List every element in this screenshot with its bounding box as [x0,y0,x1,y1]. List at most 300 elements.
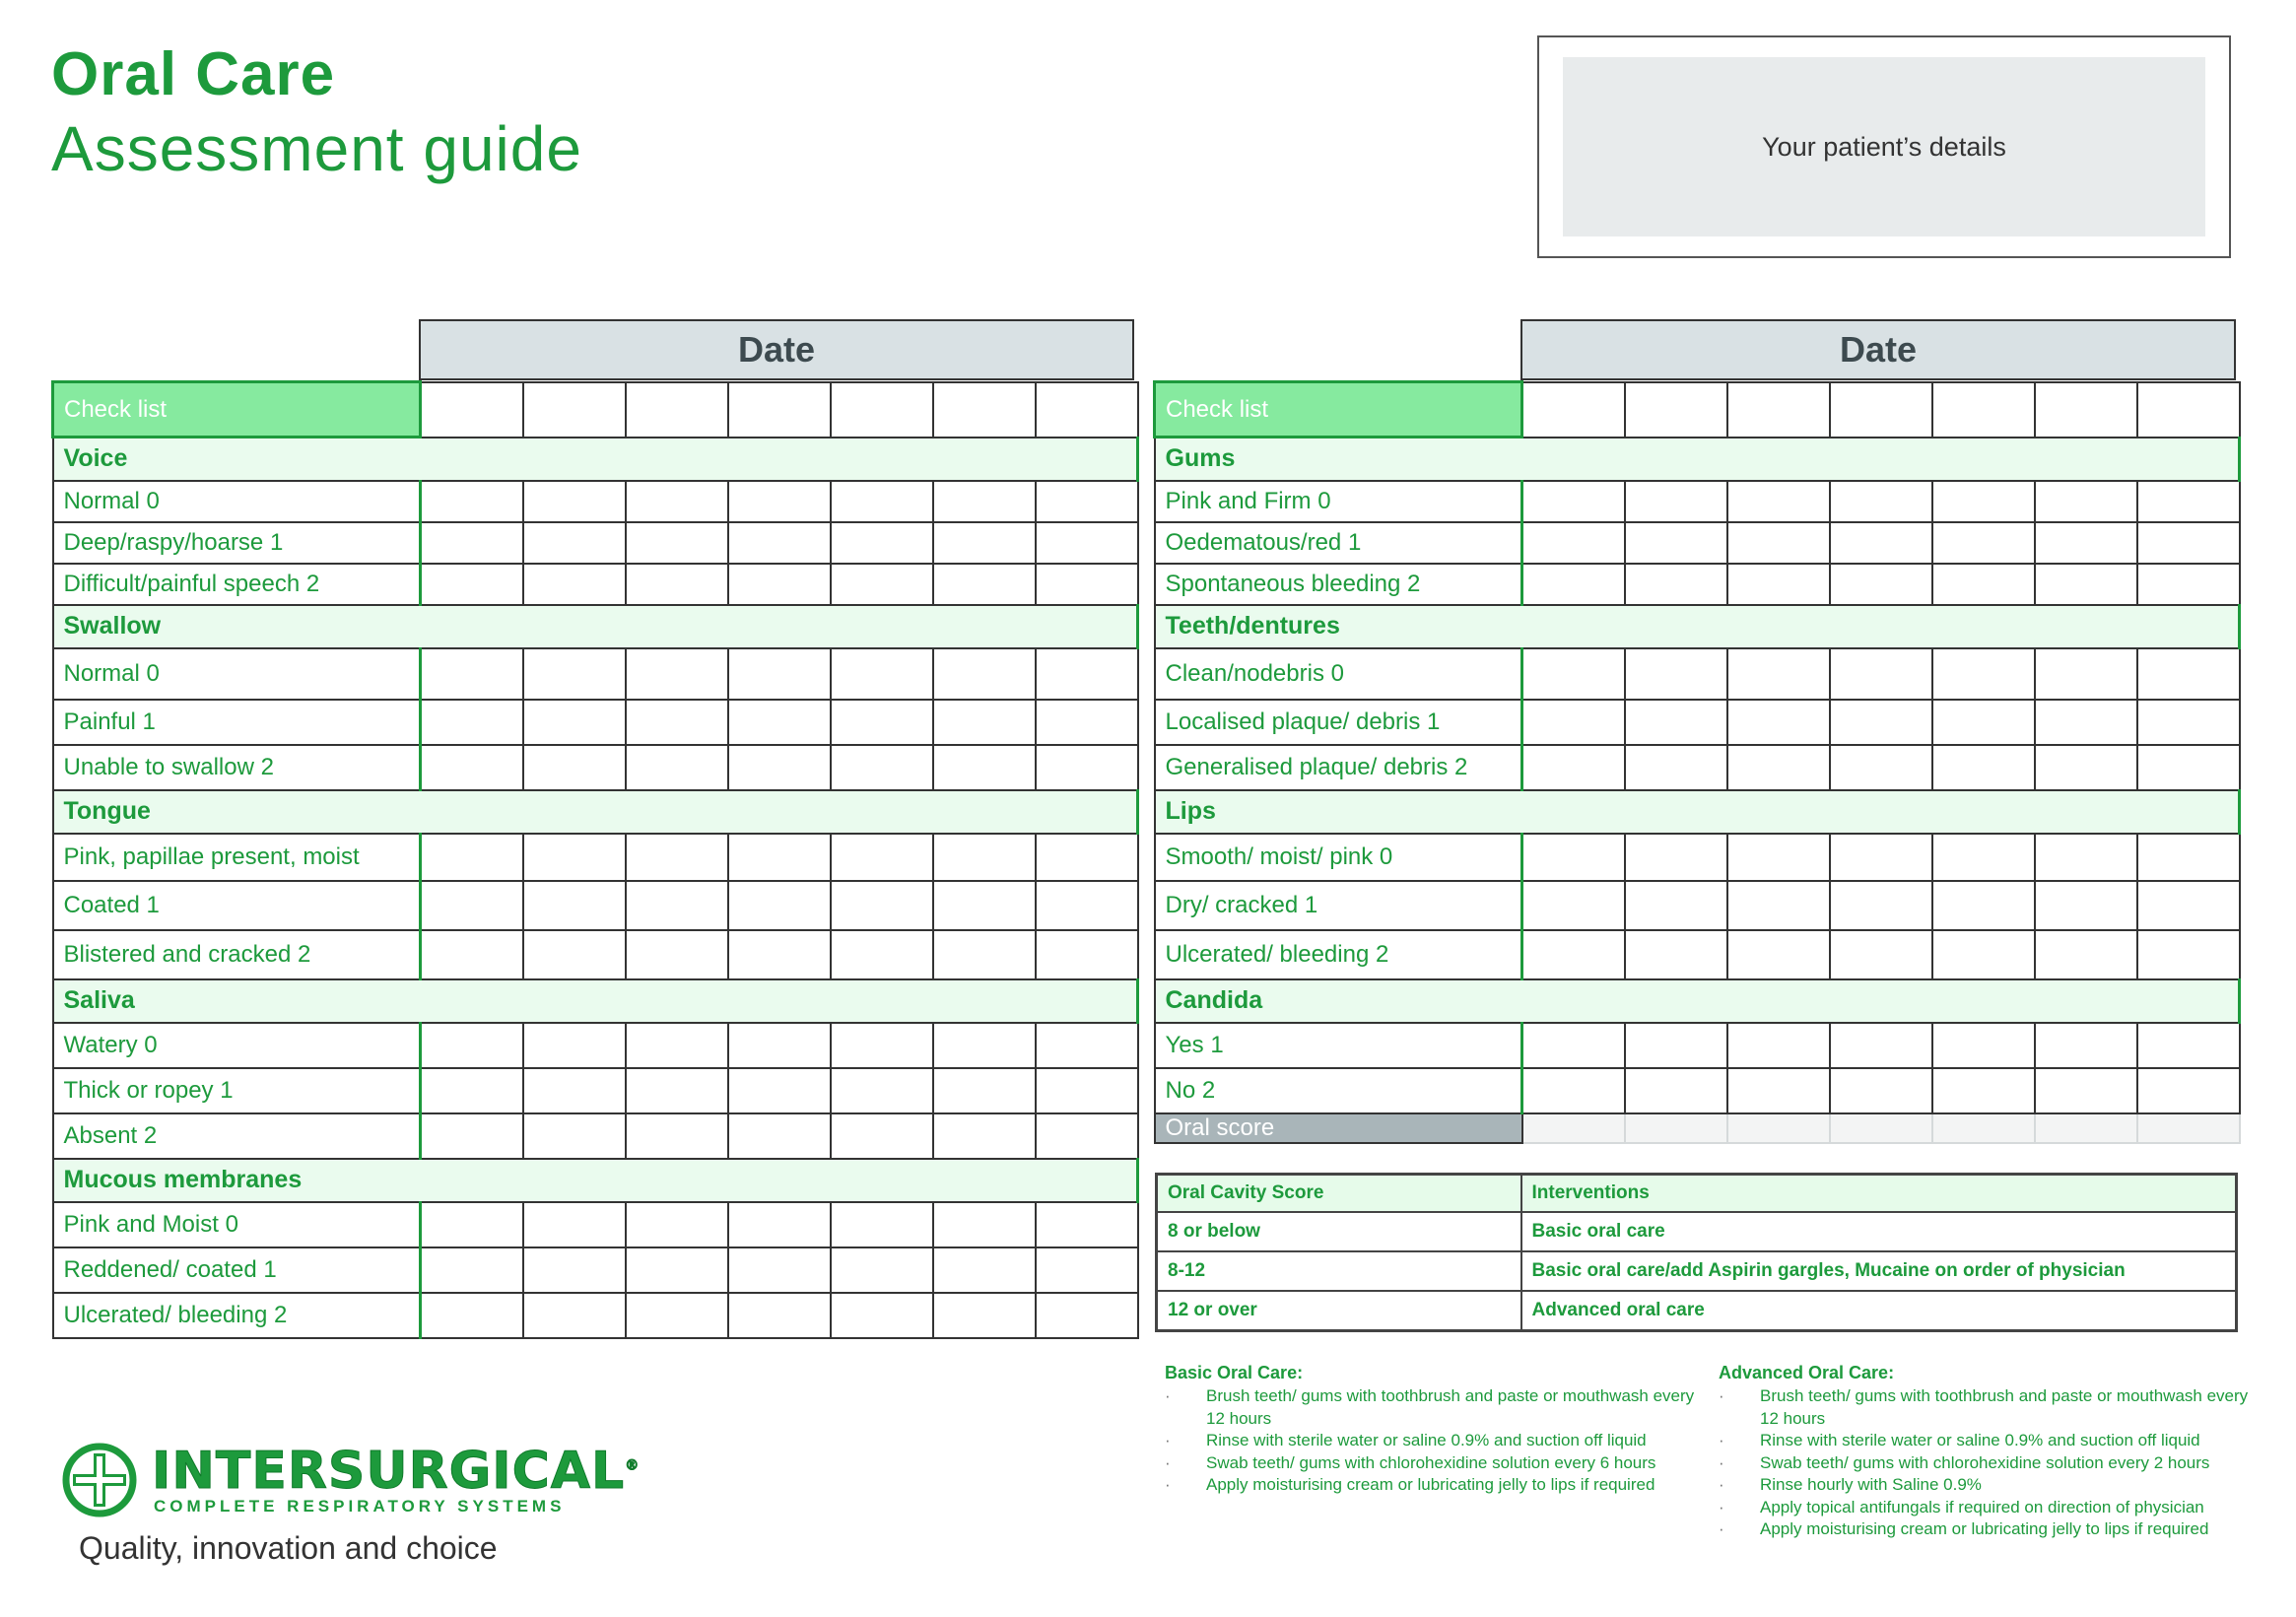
date-entry-cell[interactable] [626,648,728,700]
score-table-header [1157,1175,2237,1213]
basic-oral-care-notes [1165,1363,1709,1497]
date-entry-cell[interactable] [831,648,933,700]
intervention: Advanced oral care [1521,1291,2237,1331]
date-entry-cell[interactable] [728,382,831,438]
score-header-cell: Oral Cavity Score [1157,1175,1521,1213]
date-entry-cell[interactable] [523,522,626,564]
date-entry-cell[interactable] [933,1023,1036,1068]
checklist-item [1155,1023,2240,1068]
date-entry-cell[interactable] [1830,745,1932,790]
intersurgical-logo [61,1442,641,1518]
date-entry-cell[interactable] [421,1113,523,1159]
date-entry-cell[interactable] [1727,881,1830,930]
checklist-item-label: Pink, papillae present, moist [53,834,421,881]
section-heading-label: Lips [1155,790,2240,834]
date-entry-cell[interactable] [1522,564,1625,605]
date-entry-cell[interactable] [933,382,1036,438]
brand-name: INTERSURGICAL® [152,1442,641,1501]
checklist-item [53,648,1138,700]
advanced-oral-care-notes [1719,1363,2270,1541]
date-entry-cell[interactable] [831,700,933,745]
date-entry-cell[interactable] [1727,834,1830,881]
date-entry-cell[interactable] [1830,648,1932,700]
oral-cavity-score-table [1155,1173,2238,1332]
date-entry-cell[interactable] [626,1068,728,1113]
date-entry-cell[interactable] [523,1293,626,1338]
checklist-item-label: Smooth/ moist/ pink 0 [1155,834,1522,881]
date-entry-cell[interactable] [1830,834,1932,881]
checklist-item-label: Pink and Firm 0 [1155,481,1522,522]
date-entry-cell[interactable] [728,1113,831,1159]
checklist-item-label: Painful 1 [53,700,421,745]
basic-care-title: Basic Oral Care: [1165,1363,1304,1382]
section-heading-label: Gums [1155,438,2240,481]
date-entry-cell[interactable] [2035,1113,2137,1143]
checklist-item-label: Localised plaque/ debris 1 [1155,700,1522,745]
date-entry-cell[interactable] [2035,700,2137,745]
advanced-care-title: Advanced Oral Care: [1719,1363,1895,1382]
date-entry-cell[interactable] [1830,564,1932,605]
date-entry-cell[interactable] [1036,834,1138,881]
checklist-item-label: Spontaneous bleeding 2 [1155,564,1522,605]
section-heading [1155,979,2240,1023]
date-entry-cell[interactable] [421,700,523,745]
date-entry-cell[interactable] [1932,1068,2035,1113]
checklist-item [53,930,1138,979]
date-entry-cell[interactable] [1830,930,1932,979]
date-entry-cell[interactable] [831,481,933,522]
date-entry-cell[interactable] [523,1023,626,1068]
checklist-item [53,522,1138,564]
date-entry-cell[interactable] [626,700,728,745]
date-entry-cell[interactable] [421,648,523,700]
checklist-item-label: Pink and Moist 0 [53,1202,421,1247]
date-entry-cell[interactable] [728,648,831,700]
date-entry-cell[interactable] [626,1293,728,1338]
date-entry-cell[interactable] [831,930,933,979]
date-entry-cell[interactable] [933,1068,1036,1113]
checklist-item [1155,522,2240,564]
date-entry-cell[interactable] [831,522,933,564]
date-entry-cell[interactable] [626,881,728,930]
section-heading-label: Swallow [53,605,1138,648]
date-entry-cell[interactable] [1932,1113,2035,1143]
section-heading [53,1159,1138,1202]
date-entry-cell[interactable] [523,930,626,979]
date-entry-cell[interactable] [421,745,523,790]
date-entry-cell[interactable] [1932,481,2035,522]
section-heading-label: Saliva [53,979,1138,1023]
checklist-header [1155,382,2240,438]
date-entry-cell[interactable] [421,1068,523,1113]
date-entry-cell[interactable] [523,1247,626,1293]
date-entry-cell[interactable] [1932,930,2035,979]
date-entry-cell[interactable] [1932,834,2035,881]
date-entry-cell[interactable] [1830,1023,1932,1068]
date-entry-cell[interactable] [1036,700,1138,745]
date-entry-cell[interactable] [1727,1023,1830,1068]
date-entry-cell[interactable] [1036,1293,1138,1338]
score-range: 8 or below [1157,1212,1521,1251]
checklist-item-label: Normal 0 [53,648,421,700]
date-entry-cell[interactable] [933,881,1036,930]
checklist-item [53,834,1138,881]
date-entry-cell[interactable] [1522,481,1625,522]
date-entry-cell[interactable] [1932,881,2035,930]
date-entry-cell[interactable] [728,1202,831,1247]
date-entry-cell[interactable] [1727,930,1830,979]
date-entry-cell[interactable] [1036,881,1138,930]
patient-details-field[interactable]: Your patient’s details [1563,57,2205,236]
date-entry-cell[interactable] [728,745,831,790]
date-entry-cell[interactable] [1830,881,1932,930]
date-entry-cell[interactable] [1522,1068,1625,1113]
date-entry-cell[interactable] [1932,522,2035,564]
basic-care-item: · Rinse with sterile water or saline 0.9% and suction off liquid [1165,1430,1709,1452]
interventions-header-cell: Interventions [1521,1175,2237,1213]
section-heading [53,979,1138,1023]
date-entry-cell[interactable] [1932,700,2035,745]
date-entry-cell[interactable] [831,881,933,930]
checklist-item [1155,700,2240,745]
date-entry-cell[interactable] [1625,834,1727,881]
date-entry-cell[interactable] [1522,1113,1625,1143]
title-oral-care: Oral Care [51,40,336,108]
date-entry-cell[interactable] [2035,481,2137,522]
date-entry-cell[interactable] [1932,382,2035,438]
date-entry-cell[interactable] [728,1068,831,1113]
date-entry-cell[interactable] [1036,1113,1138,1159]
date-entry-cell[interactable] [421,382,523,438]
date-entry-cell[interactable] [933,481,1036,522]
date-entry-cell[interactable] [1932,1023,2035,1068]
date-entry-cell[interactable] [1036,1247,1138,1293]
date-entry-cell[interactable] [626,1247,728,1293]
date-entry-cell[interactable] [728,522,831,564]
date-entry-cell[interactable] [1036,1202,1138,1247]
date-entry-cell[interactable] [626,564,728,605]
checklist-item [53,700,1138,745]
date-entry-cell[interactable] [2035,522,2137,564]
date-entry-cell[interactable] [1522,648,1625,700]
date-entry-cell[interactable] [2137,1023,2240,1068]
section-heading [1155,438,2240,481]
date-entry-cell[interactable] [1830,1068,1932,1113]
date-entry-cell[interactable] [1522,881,1625,930]
checklist-item [53,481,1138,522]
date-entry-cell[interactable] [1625,1113,1727,1143]
advanced-care-item: · Apply moisturising cream or lubricating jelly to lips if required [1719,1518,2270,1541]
basic-care-item: · Brush teeth/ gums with toothbrush and paste or mouthwash every 12 hours [1165,1385,1709,1430]
date-entry-cell[interactable] [1036,481,1138,522]
checklist-item [53,881,1138,930]
date-entry-cell[interactable] [523,1113,626,1159]
date-entry-cell[interactable] [1932,564,2035,605]
date-entry-cell[interactable] [1036,745,1138,790]
date-entry-cell[interactable] [2035,1068,2137,1113]
date-entry-cell[interactable] [626,1202,728,1247]
date-entry-cell[interactable] [421,1202,523,1247]
checklist-item-label: Thick or ropey 1 [53,1068,421,1113]
date-entry-cell[interactable] [933,564,1036,605]
checklist-header-label: Check list [1155,382,1522,438]
date-entry-cell[interactable] [523,1068,626,1113]
checklist-item-label: Oedematous/red 1 [1155,522,1522,564]
date-entry-cell[interactable] [831,745,933,790]
date-entry-cell[interactable] [626,382,728,438]
section-heading [1155,790,2240,834]
date-entry-cell[interactable] [933,1113,1036,1159]
date-entry-cell[interactable] [523,700,626,745]
date-entry-cell[interactable] [831,1023,933,1068]
date-entry-cell[interactable] [728,564,831,605]
advanced-care-item: · Apply topical antifungals if required on direction of physician [1719,1497,2270,1519]
section-heading-label: Candida [1155,979,2240,1023]
date-entry-cell[interactable] [831,1068,933,1113]
date-entry-cell[interactable] [831,1293,933,1338]
brand-tagline: Quality, innovation and choice [79,1530,498,1566]
advanced-care-item: · Rinse with sterile water or saline 0.9% and suction off liquid [1719,1430,2270,1452]
date-entry-cell[interactable] [728,481,831,522]
date-header: Date [1520,319,2236,380]
checklist-item-label: Blistered and cracked 2 [53,930,421,979]
date-entry-cell[interactable] [2137,1068,2240,1113]
date-entry-cell[interactable] [1727,1113,1830,1143]
date-entry-cell[interactable] [523,1202,626,1247]
brand-subtitle: COMPLETE RESPIRATORY SYSTEMS [154,1497,566,1516]
date-entry-cell[interactable] [1522,834,1625,881]
date-entry-cell[interactable] [1625,1068,1727,1113]
date-entry-cell[interactable] [421,1247,523,1293]
date-entry-cell[interactable] [2137,930,2240,979]
date-entry-cell[interactable] [2035,1023,2137,1068]
date-entry-cell[interactable] [933,745,1036,790]
date-entry-cell[interactable] [2035,564,2137,605]
checklist-item-label: Ulcerated/ bleeding 2 [53,1293,421,1338]
date-entry-cell[interactable] [933,1202,1036,1247]
date-entry-cell[interactable] [421,834,523,881]
date-entry-cell[interactable] [523,648,626,700]
date-entry-cell[interactable] [1830,522,1932,564]
date-entry-cell[interactable] [523,834,626,881]
date-entry-cell[interactable] [2137,1113,2240,1143]
date-entry-cell[interactable] [1932,648,2035,700]
checklist-item [1155,1068,2240,1113]
date-entry-cell[interactable] [1727,648,1830,700]
date-entry-cell[interactable] [2137,382,2240,438]
date-entry-cell[interactable] [933,930,1036,979]
checklist-item [53,1247,1138,1293]
section-heading-label: Tongue [53,790,1138,834]
date-entry-cell[interactable] [2137,881,2240,930]
date-entry-cell[interactable] [421,1293,523,1338]
date-entry-cell[interactable] [1830,700,1932,745]
date-entry-cell[interactable] [626,522,728,564]
date-entry-cell[interactable] [626,834,728,881]
date-entry-cell[interactable] [933,1247,1036,1293]
date-entry-cell[interactable] [933,834,1036,881]
date-entry-cell[interactable] [728,881,831,930]
checklist-item-label: Unable to swallow 2 [53,745,421,790]
date-entry-cell[interactable] [1522,745,1625,790]
date-entry-cell[interactable] [1625,522,1727,564]
score-range: 12 or over [1157,1291,1521,1331]
date-entry-cell[interactable] [1625,564,1727,605]
date-entry-cell[interactable] [2137,564,2240,605]
date-entry-cell[interactable] [2137,834,2240,881]
date-entry-cell[interactable] [1522,382,1625,438]
date-entry-cell[interactable] [2035,648,2137,700]
date-entry-cell[interactable] [1830,481,1932,522]
advanced-care-item: · Rinse hourly with Saline 0.9% [1719,1474,2270,1497]
date-entry-cell[interactable] [1625,648,1727,700]
date-entry-cell[interactable] [421,1023,523,1068]
date-entry-cell[interactable] [831,1247,933,1293]
date-entry-cell[interactable] [2137,700,2240,745]
date-entry-cell[interactable] [831,1113,933,1159]
date-entry-cell[interactable] [1036,1023,1138,1068]
section-heading-label: Mucous membranes [53,1159,1138,1202]
date-entry-cell[interactable] [2035,745,2137,790]
date-entry-cell[interactable] [421,522,523,564]
checklist-header-label: Check list [53,382,421,438]
right-checklist-table [1153,380,2241,1144]
date-entry-cell[interactable] [2137,648,2240,700]
date-entry-cell[interactable] [1727,382,1830,438]
date-entry-cell[interactable] [421,481,523,522]
patient-details-box [1537,35,2231,258]
date-entry-cell[interactable] [1625,745,1727,790]
date-entry-cell[interactable] [1625,930,1727,979]
date-entry-cell[interactable] [2137,481,2240,522]
date-entry-cell[interactable] [1036,930,1138,979]
date-entry-cell[interactable] [626,930,728,979]
checklist-item [1155,648,2240,700]
checklist-header [53,382,1138,438]
checklist-item-label: Deep/raspy/hoarse 1 [53,522,421,564]
checklist-item [53,564,1138,605]
checklist-item [53,745,1138,790]
date-entry-cell[interactable] [1625,382,1727,438]
checklist-item [1155,564,2240,605]
checklist-item-label: Dry/ cracked 1 [1155,881,1522,930]
date-entry-cell[interactable] [1036,648,1138,700]
date-entry-cell[interactable] [2035,881,2137,930]
date-entry-cell[interactable] [831,382,933,438]
date-entry-cell[interactable] [1830,382,1932,438]
date-entry-cell[interactable] [933,648,1036,700]
left-checklist-table [51,380,1139,1339]
date-entry-cell[interactable] [1830,1113,1932,1143]
date-entry-cell[interactable] [1625,700,1727,745]
checklist-item-label: Coated 1 [53,881,421,930]
date-entry-cell[interactable] [1727,564,1830,605]
checklist-item [1155,834,2240,881]
date-entry-cell[interactable] [1727,522,1830,564]
date-entry-cell[interactable] [2137,745,2240,790]
date-entry-cell[interactable] [831,564,933,605]
date-entry-cell[interactable] [933,700,1036,745]
date-entry-cell[interactable] [933,1293,1036,1338]
date-entry-cell[interactable] [523,881,626,930]
checklist-item [1155,881,2240,930]
date-entry-cell[interactable] [523,382,626,438]
date-entry-cell[interactable] [1625,481,1727,522]
date-entry-cell[interactable] [2035,382,2137,438]
checklist-item-label: Yes 1 [1155,1023,1522,1068]
date-entry-cell[interactable] [1036,1068,1138,1113]
date-entry-cell[interactable] [626,745,728,790]
date-entry-cell[interactable] [1727,481,1830,522]
date-entry-cell[interactable] [1932,745,2035,790]
date-header: Date [419,319,1134,380]
date-entry-cell[interactable] [728,1247,831,1293]
date-entry-cell[interactable] [728,1023,831,1068]
date-entry-cell[interactable] [2035,930,2137,979]
date-entry-cell[interactable] [1727,745,1830,790]
date-entry-cell[interactable] [421,881,523,930]
section-heading [53,790,1138,834]
date-entry-cell[interactable] [1036,522,1138,564]
date-entry-cell[interactable] [626,481,728,522]
score-row [1157,1212,2237,1251]
date-entry-cell[interactable] [1625,1023,1727,1068]
date-entry-cell[interactable] [1625,881,1727,930]
checklist-item [53,1068,1138,1113]
date-entry-cell[interactable] [831,1202,933,1247]
checklist-item [1155,930,2240,979]
basic-care-item: · Apply moisturising cream or lubricating jelly to lips if required [1165,1474,1709,1497]
section-heading [53,438,1138,481]
section-heading-label: Voice [53,438,1138,481]
date-entry-cell[interactable] [728,930,831,979]
date-entry-cell[interactable] [1522,1023,1625,1068]
checklist-item-label: Clean/nodebris 0 [1155,648,1522,700]
date-entry-cell[interactable] [1036,382,1138,438]
date-entry-cell[interactable] [2137,522,2240,564]
checklist-item-label: No 2 [1155,1068,1522,1113]
date-entry-cell[interactable] [933,522,1036,564]
oral-score-row-label: Oral score [1155,1113,1522,1143]
date-entry-cell[interactable] [421,564,523,605]
checklist-item-label: Reddened/ coated 1 [53,1247,421,1293]
date-entry-cell[interactable] [728,1293,831,1338]
date-entry-cell[interactable] [2035,834,2137,881]
section-heading [53,605,1138,648]
date-entry-cell[interactable] [1727,700,1830,745]
oral-score-row [1155,1113,2240,1143]
checklist-item [1155,481,2240,522]
date-entry-cell[interactable] [626,1023,728,1068]
date-entry-cell[interactable] [1522,522,1625,564]
title-assessment-guide: Assessment guide [51,113,582,184]
date-entry-cell[interactable] [1522,700,1625,745]
date-entry-cell[interactable] [626,1113,728,1159]
checklist-item-label: Difficult/painful speech 2 [53,564,421,605]
date-entry-cell[interactable] [728,700,831,745]
date-entry-cell[interactable] [831,834,933,881]
checklist-item [53,1202,1138,1247]
date-entry-cell[interactable] [1522,930,1625,979]
date-entry-cell[interactable] [1036,564,1138,605]
date-entry-cell[interactable] [1727,1068,1830,1113]
date-entry-cell[interactable] [523,481,626,522]
intervention: Basic oral care/add Aspirin gargles, Mucaine on order of physician [1521,1251,2237,1291]
date-entry-cell[interactable] [728,834,831,881]
date-entry-cell[interactable] [523,745,626,790]
date-entry-cell[interactable] [421,930,523,979]
date-entry-cell[interactable] [523,564,626,605]
